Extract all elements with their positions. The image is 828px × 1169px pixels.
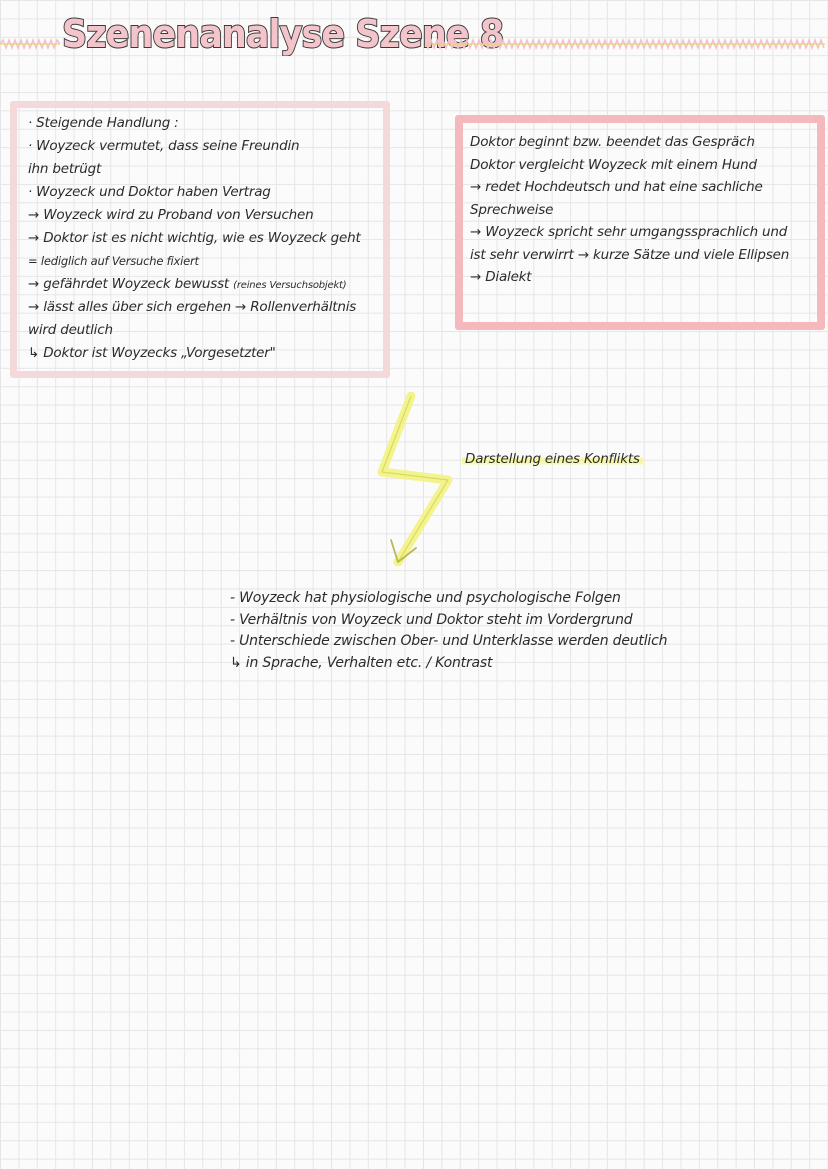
- conclusion-item: - Woyzeck hat physiologische und psychologische Folgen: [230, 590, 621, 606]
- left-line: → Doktor ist es nicht wichtig, wie es Woyzeck geht: [28, 230, 361, 246]
- left-line: ihn betrügt: [28, 161, 102, 177]
- left-line: · Woyzeck vermutet, dass seine Freundin: [28, 138, 300, 154]
- left-line: ↳ Doktor ist Woyzecks „Vorgesetzter": [28, 345, 276, 361]
- left-line: = lediglich auf Versuche fixiert: [28, 254, 199, 268]
- conclusions-list: [230, 588, 667, 674]
- left-line: → gefährdet Woyzeck bewusst: [28, 276, 230, 292]
- conclusion-item: - Unterschiede zwischen Ober- und Unterklasse werden deutlich: [230, 633, 668, 649]
- conflict-label: Darstellung eines Konflikts: [462, 451, 643, 467]
- lightning-bolt-arrow-icon: [370, 392, 470, 582]
- title-banner: [0, 8, 828, 72]
- versuchsobjekt-note: (reines Versuchsobjekt): [233, 280, 347, 291]
- right-line: Doktor beginnt bzw. beendet das Gespräch: [470, 134, 755, 150]
- left-line-with-note: [28, 273, 361, 296]
- title-zigzag-right: [425, 38, 825, 50]
- left-line: wird deutlich: [28, 322, 113, 338]
- right-line: → Woyzeck spricht sehr umgangssprachlich und: [470, 224, 788, 240]
- right-line: Sprechweise: [470, 201, 554, 218]
- conclusion-item: - Verhältnis von Woyzeck und Doktor steht im Vordergrund: [230, 611, 633, 628]
- title-zigzag-left: [0, 38, 60, 50]
- left-line: · Steigende Handlung :: [28, 115, 179, 131]
- right-note-text: [470, 131, 789, 289]
- left-note-text: [28, 112, 361, 365]
- left-line: → Woyzeck wird zu Proband von Versuchen: [28, 207, 314, 223]
- right-line: → Dialekt: [470, 269, 532, 285]
- right-line: → redet Hochdeutsch und hat eine sachliche: [470, 179, 763, 195]
- page-title: Szenenanalyse Szene 8: [62, 12, 504, 56]
- right-line: Doktor vergleicht Woyzeck mit einem Hund: [470, 156, 757, 173]
- conclusion-item: ↳ in Sprache, Verhalten etc. / Kontrast: [230, 654, 493, 671]
- left-line: · Woyzeck und Doktor haben Vertrag: [28, 184, 271, 200]
- right-line: ist sehr verwirrt → kurze Sätze und viele Ellipsen: [470, 246, 790, 263]
- left-line: → lässt alles über sich ergehen → Rollenverhältnis: [28, 299, 357, 315]
